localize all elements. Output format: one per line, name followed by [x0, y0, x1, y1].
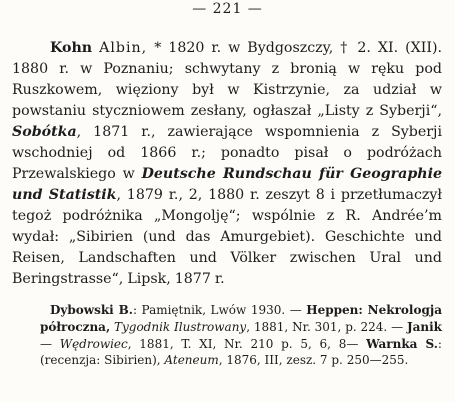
entry-text-part-3: , 1879 r., 2, 1880 r. zeszyt 8 i przetłumaczył tegoż podróżnika „Mongolję“; wspólnie z R. Andrée’m wydał: „Sibirien (und das Amurgebiet). Geschichte und Reisen, Landschaften und Völker zwischen Ural und Beringstrasse“, Lipsk, 1877 r.: [12, 187, 442, 287]
entry-paragraph: [12, 38, 442, 290]
ref-author-heppen: Heppen: Nekrologja półroczna,: [40, 303, 442, 334]
ref-source-wedrowiec: Wędrowiec: [59, 336, 128, 351]
bibliography-paragraph: [12, 302, 442, 369]
entry-work-rundschau: Deutsche Rundschau für Geographie und Statistik: [12, 166, 443, 203]
entry-surname: Kohn: [50, 40, 93, 56]
ref-text-heppen: , 1881, Nr. 301, p. 224. —: [246, 319, 407, 334]
page-number: — 221 —: [192, 1, 263, 17]
ref-author-janik: Janik: [406, 319, 442, 334]
ref-text-janik-sep: —: [40, 336, 60, 351]
entry-text-part-2: , 1871 r., zawierające wspomnienia z Syberji wschodniej od 1866 r.; ponadto pisał o podróżach Przewalskiego w: [12, 124, 442, 182]
ref-text-warnka-2: , 1876, III, zesz. 7 p. 250—255.: [218, 353, 409, 368]
entry-given-name: Albin,: [99, 40, 148, 56]
biography-entry: [12, 38, 442, 290]
ref-source-ateneum: Ateneum: [164, 353, 219, 368]
ref-text-janik: , 1881, T. XI, Nr. 210 p. 5, 6, 8—: [127, 336, 367, 351]
ref-source-tygodnik: Tygodnik Ilustrowany: [110, 319, 247, 334]
ref-author-warnka: Warnka S.: [366, 336, 438, 351]
ref-text-warnka: : (recenzja: Sibirien),: [40, 336, 442, 368]
ref-text-dybowski: : Pamiętnik, Lwów 1930. —: [132, 303, 307, 317]
ref-author-dybowski: Dybowski B.: [50, 303, 133, 317]
entry-text-part-1: * 1820 r. w Bydgoszczy, † 2. XI. (XII). 1880 r. w Poznaniu; schwytany z bronią w ręku pod Ruszkowem, więziony był w Kistrzynie, za udział w powstaniu styczniowem zesłany, ogłaszał „Listy z Syberji“,: [12, 40, 443, 119]
bibliography: [12, 302, 442, 369]
entry-work-sobotka: Sobótka: [12, 124, 77, 140]
